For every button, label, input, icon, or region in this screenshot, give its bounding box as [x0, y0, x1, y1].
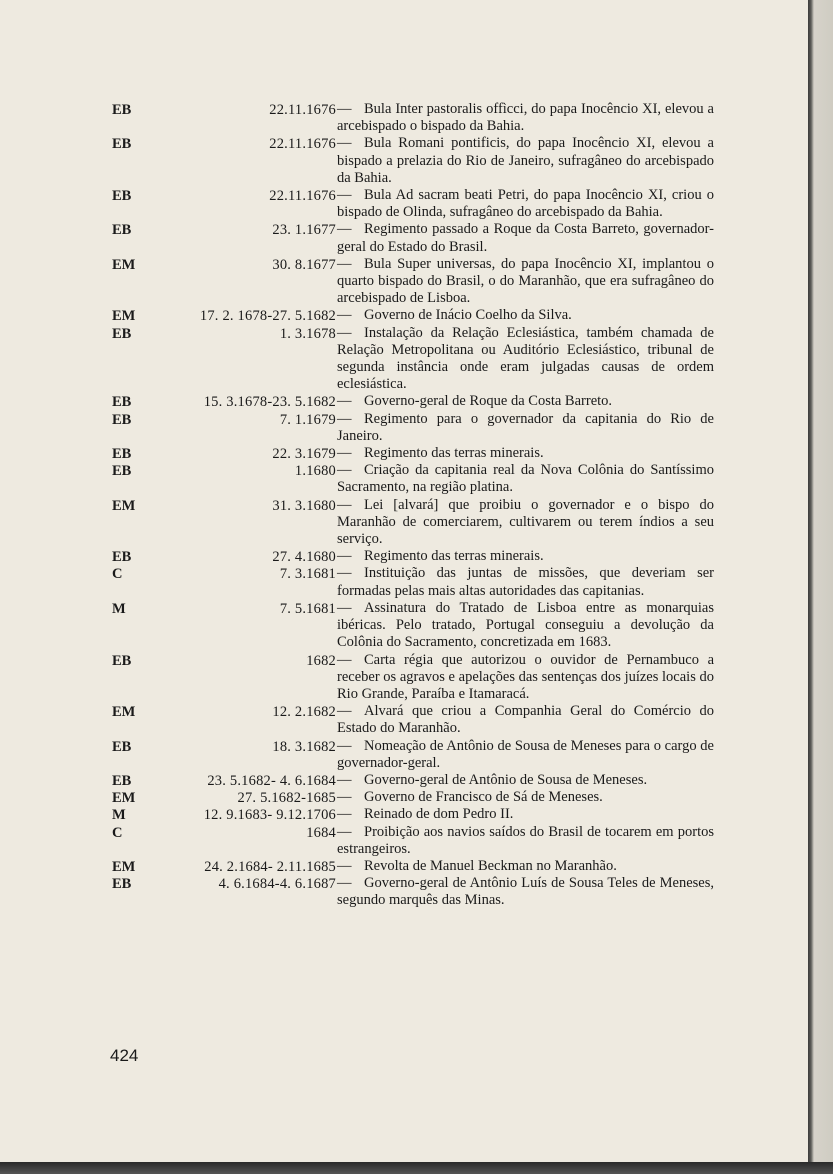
entry-text	[337, 875, 714, 909]
entry-text	[337, 824, 714, 858]
entry-description: Nomeação de Antônio de Sousa de Meneses para o cargo de governador-geral.	[337, 737, 714, 771]
entry-dash: —	[337, 548, 352, 565]
entry-description: Reinado de dom Pedro II.	[364, 806, 514, 823]
entry-code: EB	[112, 102, 132, 118]
entry-description: Regimento passado a Roque da Costa Barreto, governador-geral do Estado do Brasil.	[337, 221, 714, 255]
entry-description: Bula Ad sacram beati Petri, do papa Inocêncio XI, criou o bispado de Olinda, sufragâneo do arcebispado da Bahia.	[337, 187, 714, 221]
chronology-entry	[0, 325, 808, 394]
entry-dash: —	[337, 187, 352, 204]
scan-border	[0, 1162, 833, 1174]
entry-code: EB	[112, 652, 132, 669]
entry-text	[337, 600, 714, 652]
entry-text	[337, 256, 714, 308]
entry-description: Regimento das terras minerais.	[364, 445, 544, 462]
entry-dash: —	[337, 703, 352, 720]
entry-code: M	[112, 807, 126, 824]
entry-date: 18. 3.1682	[272, 738, 336, 755]
entry-code: EB	[112, 876, 132, 893]
entry-description: Lei [alvará] que proibiu o governador e o bispo do Maranhão de comerciarem, cultivarem ou terem índios a seu serviço.	[337, 496, 714, 548]
entry-code: EB	[112, 738, 132, 755]
entry-description: Governo de Francisco de Sá de Meneses.	[364, 789, 603, 806]
entry-description: Bula Super universas, do papa Inocêncio XI, implantou o quarto bispado do Brasil, o do Maranhão, que era sufragâneo do arcebispado de Lisboa.	[337, 255, 714, 307]
chronology-entry	[0, 875, 808, 909]
entry-code: EM	[112, 256, 136, 273]
entry-description: Criação da capitania real da Nova Colônia do Santíssimo Sacramento, na região platina.	[337, 462, 714, 496]
chronology-entry	[0, 135, 808, 187]
entry-dash: —	[337, 324, 352, 341]
chronology-entry	[0, 772, 808, 789]
entry-date: 1.1680	[294, 463, 336, 480]
chronology-entry	[0, 548, 808, 565]
chronology-entry	[0, 256, 808, 308]
entry-date: 4. 6.1684-4. 6.1687	[218, 876, 336, 893]
chronology-entry	[0, 652, 808, 704]
entry-dash: —	[337, 857, 352, 874]
entry-dash: —	[337, 599, 352, 616]
entry-date: 7. 1.1679	[279, 411, 336, 428]
chronology-entry	[0, 221, 808, 255]
chronology-entry	[0, 497, 808, 549]
entry-code: EB	[112, 136, 132, 153]
entry-date: 31. 3.1680	[272, 497, 336, 514]
entry-code: EB	[112, 325, 132, 342]
entry-code: EM	[112, 308, 136, 325]
entry-text	[337, 462, 714, 496]
entry-text	[337, 221, 714, 255]
page-number: 424	[110, 1046, 139, 1065]
entry-date: 1684	[306, 824, 336, 841]
entry-dash: —	[337, 410, 352, 427]
entry-description: Alvará que criou a Companhia Geral do Comércio do Estado do Maranhão.	[337, 703, 714, 737]
chronology-entry	[0, 101, 808, 135]
entry-dash: —	[337, 255, 352, 272]
entry-description: Instalação da Relação Eclesiástica, também chamada de Relação Metropolitana ou Auditório Eclesiástico, tribunal de segunda instância onde eram julgadas causas de ordem eclesiástica.	[337, 324, 714, 393]
entry-text	[337, 101, 714, 135]
entry-text	[337, 325, 714, 394]
entry-code: M	[112, 600, 126, 617]
chronology-list	[0, 101, 808, 910]
chronology-entry	[0, 307, 808, 324]
entry-date: 7. 5.1681	[279, 600, 336, 617]
entry-code: EB	[112, 222, 132, 239]
entry-text	[337, 307, 714, 324]
entry-text	[337, 135, 714, 187]
entry-code: EB	[112, 188, 132, 205]
entry-dash: —	[337, 393, 352, 410]
entry-text	[337, 703, 714, 737]
entry-code: EB	[112, 549, 132, 566]
entry-code: EB	[112, 446, 132, 463]
entry-text	[337, 858, 714, 875]
chronology-entry	[0, 824, 808, 858]
entry-code: C	[112, 824, 123, 841]
entry-description: Carta régia que autorizou o ouvidor de Pernambuco a receber os agravos e apelações das sentenças dos juízes locais do Rio Grande, Paraíba e Itamaracá.	[337, 651, 714, 702]
entry-date: 15. 3.1678-23. 5.1682	[203, 394, 336, 411]
entry-text	[337, 772, 714, 789]
entry-dash: —	[337, 307, 352, 324]
chronology-entry	[0, 445, 808, 462]
book-edge	[808, 0, 833, 1174]
entry-date: 22. 3.1679	[272, 446, 336, 463]
entry-code: C	[112, 566, 123, 583]
entry-text	[337, 445, 714, 462]
entry-text	[337, 393, 714, 410]
entry-date: 17. 2. 1678-27. 5.1682	[199, 308, 336, 325]
entry-dash: —	[337, 806, 352, 823]
entry-code: EM	[112, 704, 136, 721]
entry-description: Assinatura do Tratado de Lisboa entre as monarquias ibéricas. Pelo tratado, Portugal conseguiu a devolução da Colônia do Sacramento, concretizada em 1683.	[337, 599, 714, 651]
entry-code: EM	[112, 497, 136, 514]
entry-text	[337, 411, 714, 445]
entry-date: 22.11.1676	[269, 136, 336, 153]
entry-dash: —	[337, 101, 352, 117]
entry-description: Governo-geral de Antônio de Sousa de Meneses.	[364, 771, 648, 788]
entry-code: EB	[112, 394, 132, 411]
entry-date: 23. 1.1677	[272, 222, 336, 239]
entry-date: 12. 2.1682	[272, 704, 336, 721]
entry-dash: —	[337, 462, 352, 479]
entry-date: 27. 5.1682-1685	[237, 790, 336, 807]
chronology-entry	[0, 600, 808, 652]
chronology-entry	[0, 393, 808, 410]
chronology-entry	[0, 703, 808, 737]
entry-dash: —	[337, 221, 352, 238]
entry-text	[337, 738, 714, 772]
entry-description: Bula Romani pontificis, do papa Inocêncio XI, elevou a bispado a prelazia do Rio de Janeiro, sufragâneo do arcebispado da Bahia.	[337, 135, 714, 186]
chronology-entry	[0, 806, 808, 823]
entry-dash: —	[337, 651, 352, 668]
entry-date: 12. 9.1683- 9.12.1706	[203, 807, 336, 824]
entry-text	[337, 789, 714, 806]
entry-description: Governo-geral de Roque da Costa Barreto.	[364, 393, 613, 410]
entry-description: Proibição aos navios saídos do Brasil de tocarem em portos estrangeiros.	[337, 823, 714, 857]
chronology-entry	[0, 411, 808, 445]
chronology-entry	[0, 187, 808, 221]
entry-date: 30. 8.1677	[272, 256, 336, 273]
entry-date: 27. 4.1680	[272, 549, 336, 566]
entry-text	[337, 652, 714, 704]
entry-dash: —	[337, 496, 352, 513]
entry-code: EB	[112, 463, 132, 480]
entry-text	[337, 548, 714, 565]
entry-description: Governo-geral de Antônio Luís de Sousa Teles de Meneses, segundo marquês das Minas.	[337, 875, 714, 909]
chronology-entry	[0, 789, 808, 806]
chronology-entry	[0, 858, 808, 875]
entry-date: 1. 3.1678	[279, 325, 336, 342]
entry-date: 23. 5.1682- 4. 6.1684	[207, 772, 336, 789]
entry-date: 22.11.1676	[269, 188, 336, 205]
entry-description: Regimento para o governador da capitania do Rio de Janeiro.	[337, 410, 714, 444]
entry-text	[337, 806, 714, 823]
chronology-entry	[0, 565, 808, 599]
entry-date: 24. 2.1684- 2.11.1685	[204, 858, 336, 875]
entry-description: Instituição das juntas de missões, que deveriam ser formadas pelas mais altas autoridades das capitanias.	[337, 565, 714, 599]
entry-text	[337, 187, 714, 221]
entry-date: 22.11.1676	[269, 102, 336, 118]
entry-date: 7. 3.1681	[279, 566, 336, 583]
entry-dash: —	[337, 565, 352, 582]
entry-description: Regimento das terras minerais.	[364, 548, 544, 565]
entry-dash: —	[337, 445, 352, 462]
entry-text	[337, 565, 714, 599]
entry-dash: —	[337, 737, 352, 754]
entry-code: EM	[112, 790, 136, 807]
entry-dash: —	[337, 789, 352, 806]
entry-date: 1682	[306, 652, 336, 669]
entry-dash: —	[337, 875, 352, 892]
entry-description: Revolta de Manuel Beckman no Maranhão.	[364, 857, 617, 874]
entry-dash: —	[337, 135, 352, 152]
entry-dash: —	[337, 771, 352, 788]
entry-code: EB	[112, 411, 132, 428]
entry-code: EM	[112, 858, 136, 875]
chronology-entry	[0, 738, 808, 772]
chronology-entry	[0, 462, 808, 496]
entry-dash: —	[337, 823, 352, 840]
entry-code: EB	[112, 772, 132, 789]
entry-text	[337, 497, 714, 549]
entry-description: Governo de Inácio Coelho da Silva.	[364, 307, 572, 324]
entry-description: Bula Inter pastoralis offìcci, do papa Inocêncio XI, elevou a arcebispado o bispado da Bahia.	[337, 101, 714, 135]
